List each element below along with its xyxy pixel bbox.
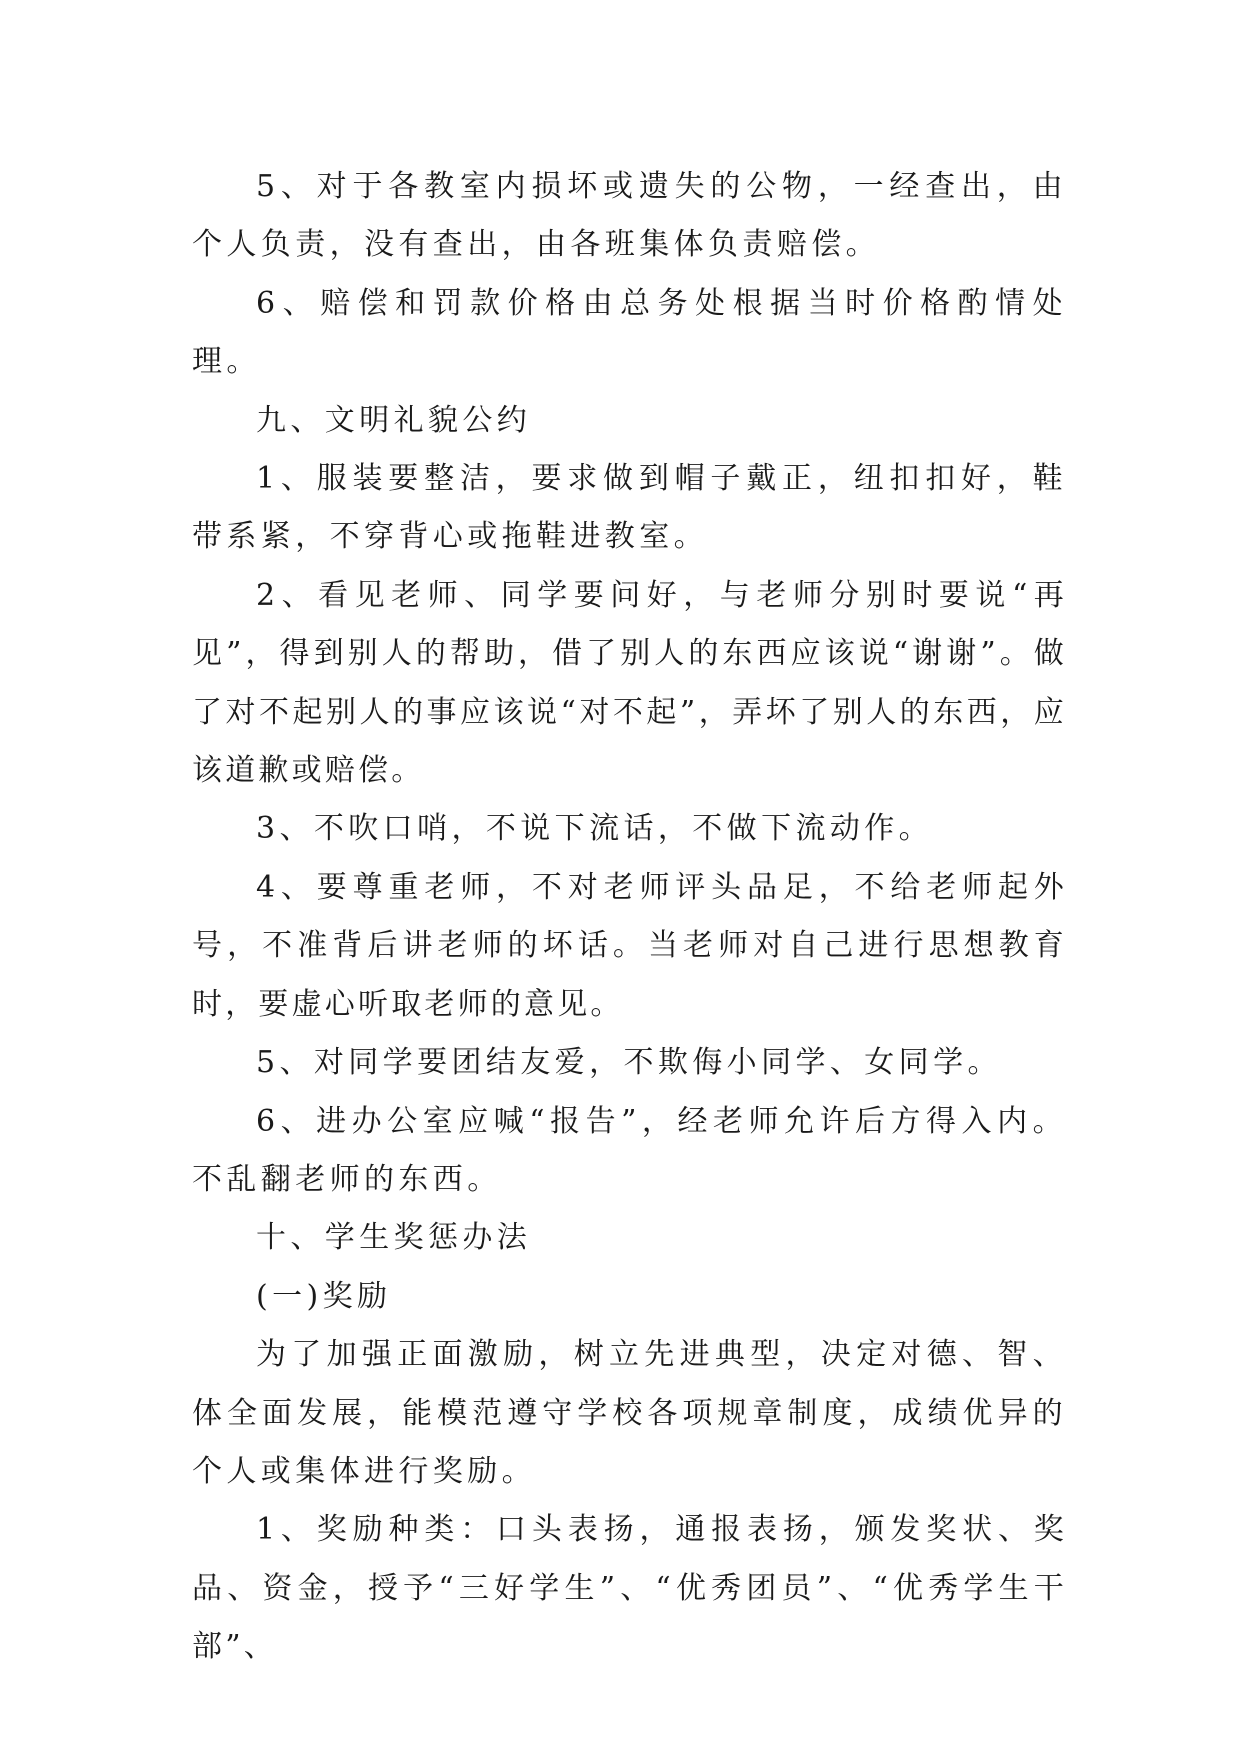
paragraph-unity: 5、对同学要团结友爱，不欺侮小同学、女同学。 bbox=[256, 1045, 1002, 1081]
paragraph-compensation-price: 6、赔偿和罚款价格由总务处根据当时价格酌情处理。 bbox=[192, 285, 1067, 380]
paragraph-reward-types: 1、奖励种类：口头表扬，通报表扬，颁发奖状、奖品、资金，授予“三好学生”、“优秀团员”、“优秀学生干部”、 bbox=[192, 1512, 1067, 1665]
document-body bbox=[192, 158, 1067, 1677]
paragraph-dress-code: 1、服装要整洁，要求做到帽子戴正，纽扣扣好，鞋带系紧，不穿背心或拖鞋进教室。 bbox=[192, 461, 1067, 555]
paragraph-respect-teachers: 4、要尊重老师，不对老师评头品足，不给老师起外号，不准背后讲老师的坏话。当老师对自己进行思想教育时，要虚心听取老师的意见。 bbox=[192, 869, 1067, 1022]
paragraph-reward-purpose: 为了加强正面激励，树立先进典型，决定对德、智、体全面发展，能模范遵守学校各项规章制度，成绩优异的个人或集体进行奖励。 bbox=[192, 1337, 1067, 1489]
subsection-heading-rewards: (一)奖励 bbox=[256, 1278, 392, 1314]
paragraph-no-vulgarity: 3、不吹口哨，不说下流话，不做下流动作。 bbox=[256, 811, 934, 847]
paragraph-greetings: 2、看见老师、同学要问好，与老师分别时要说“再见”，得到别人的帮助，借了别人的东西应该说“谢谢”。做了对不起别人的事应该说“对不起”，弄坏了别人的东西，应该道歉或赔偿。 bbox=[192, 577, 1067, 789]
section-heading-rewards-punishments: 十、学生奖惩办法 bbox=[256, 1220, 532, 1256]
paragraph-compensation-public-property: 5、对于各教室内损坏或遗失的公物，一经查出，由个人负责，没有查出，由各班集体负责赔偿。 bbox=[192, 169, 1067, 263]
paragraph-office-entry: 6、进办公室应喊“报告”，经老师允许后方得入内。不乱翻老师的东西。 bbox=[192, 1103, 1067, 1197]
section-heading-civility-convention: 九、文明礼貌公约 bbox=[256, 402, 532, 438]
